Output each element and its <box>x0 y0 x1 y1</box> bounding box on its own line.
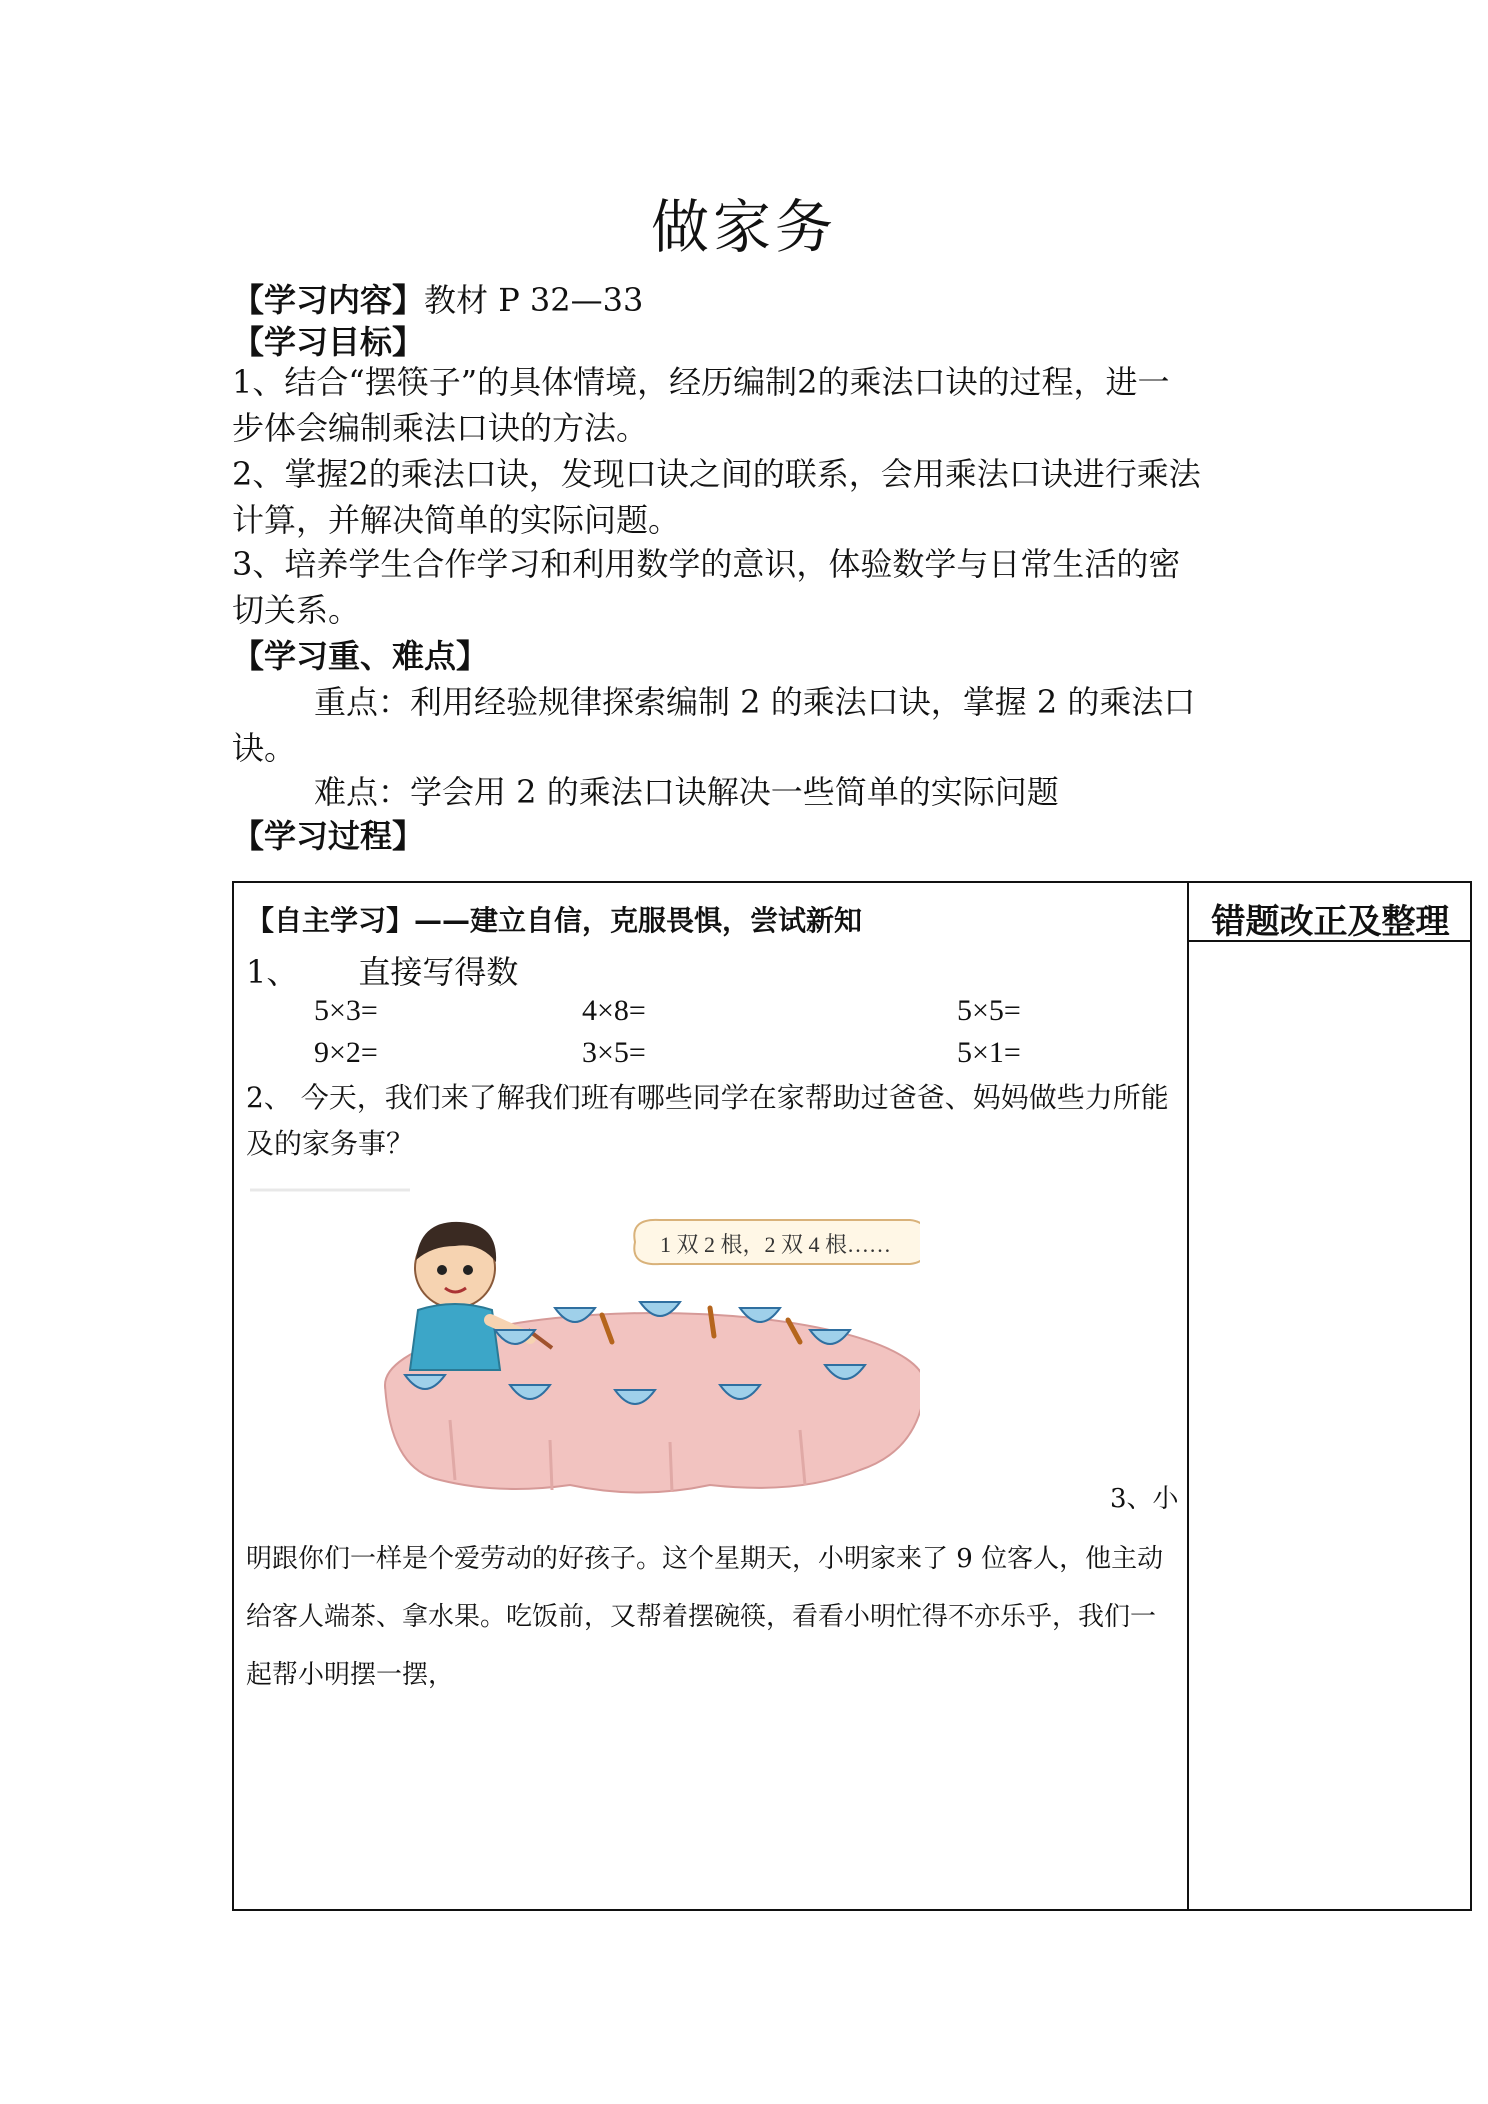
section-header: 【自主学习】——建立自信，克服畏惧，尝试新知 <box>246 904 863 937</box>
goals-label: 【学习目标】 <box>232 323 425 361</box>
expr-1: 5×3= <box>314 994 378 1027</box>
side-column-header: 错题改正及整理 <box>1211 902 1450 942</box>
expr-5: 3×5= <box>582 1036 646 1069</box>
question-1 <box>246 947 518 993</box>
keypoint-2: 难点：学会用 2 的乘法口诀解决一些简单的实际问题 <box>314 773 1059 811</box>
goal-2a: 2、掌握2的乘法口诀，发现口诀之间的联系，会用乘法口诀进行乘法 <box>232 455 1201 493</box>
content-text: 教材 P 32—33 <box>424 281 644 319</box>
keypoint-1b: 诀。 <box>232 729 297 767</box>
question-1-title: 直接写得数 <box>358 953 519 991</box>
expr-2: 4×8= <box>582 994 646 1027</box>
chopsticks-illustration <box>240 1180 920 1510</box>
content-label: 【学习内容】 <box>232 281 425 319</box>
question-2: 2、 今天，我们来了解我们班有哪些同学在家帮助过爸爸、妈妈做些力所能及的家务事？ <box>246 1081 1169 1160</box>
content-line <box>232 278 643 322</box>
expr-6: 5×1= <box>957 1036 1021 1069</box>
goal-3a: 3、培养学生合作学习和利用数学的意识，体验数学与日常生活的密 <box>232 545 1181 583</box>
goal-1b: 步体会编制乘法口诀的方法。 <box>232 409 649 447</box>
table-column-divider <box>1187 881 1189 1911</box>
goal-3b: 切关系。 <box>232 591 361 629</box>
question-3: 明跟你们一样是个爱劳动的好孩子。这个星期天，小明家来了 9 位客人，他主动给客人端茶、拿水果。吃饭前，又帮着摆碗筷，看看小明忙得不亦乐乎，我们一起帮小明摆一摆， <box>246 1544 1164 1690</box>
keypoint-1a: 重点：利用经验规律探索编制 2 的乘法口诀，掌握 2 的乘法口 <box>314 683 1196 721</box>
goal-1a: 1、结合“摆筷子”的具体情境，经历编制2的乘法口诀的过程，进一 <box>232 363 1170 401</box>
page-title: 做家务 <box>650 193 837 261</box>
keypoints-label: 【学习重、难点】 <box>232 637 489 675</box>
process-label: 【学习过程】 <box>232 817 425 855</box>
expr-4: 9×2= <box>314 1036 378 1069</box>
speech-bubble-text: 1 双 2 根，2 双 4 根…… <box>660 1232 892 1257</box>
question-3-number: 3、小 <box>1110 1484 1179 1514</box>
goal-2b: 计算，并解决简单的实际问题。 <box>232 501 681 539</box>
expr-3: 5×5= <box>957 994 1021 1027</box>
question-1-number: 1、 <box>246 953 299 991</box>
